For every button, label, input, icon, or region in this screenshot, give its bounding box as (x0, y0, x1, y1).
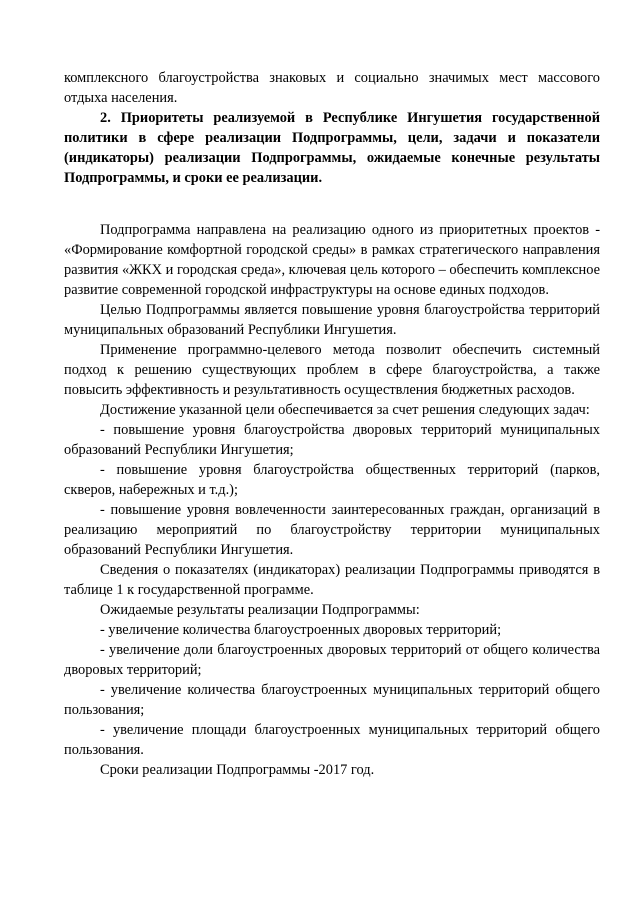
intro-continuation: комплексного благоустройства знаковых и социально значимых мест массового отдыха населения. (64, 70, 600, 106)
list-item-task-involvement: - повышение уровня вовлеченности заинтересованных граждан, организаций в реализацию мероприятий по благоустройству территории муниципальных образований Республики Ингушетия. (64, 502, 600, 558)
list-item-task-yards: - повышение уровня благоустройства дворовых территорий муниципальных образований Республики Ингушетия; (64, 422, 600, 458)
list-item-result-yards-share: - увеличение доли благоустроенных дворовых территорий от общего количества дворовых территорий; (64, 642, 600, 678)
paragraph-tasks-intro: Достижение указанной цели обеспечивается за счет решения следующих задач: (100, 402, 590, 418)
list-item-task-public: - повышение уровня благоустройства общественных территорий (парков, скверов, набережных и т.д.); (64, 462, 600, 498)
document-page (64, 68, 600, 780)
paragraph-method: Применение программно-целевого метода позволит обеспечить системный подход к решению существующих проблем в сфере благоустройства, а также повысить эффективность и результативность осуществления бюджетных расходов. (64, 342, 600, 398)
paragraph-timeline: Сроки реализации Подпрограммы -2017 год. (100, 762, 375, 778)
paragraph-indicators: Сведения о показателях (индикаторах) реализации Подпрограммы приводятся в таблице 1 к государственной программе. (64, 562, 600, 598)
spacer (64, 188, 600, 220)
section-heading: 2. Приоритеты реализуемой в Республике Ингушетия государственной политики в сфере реализации Подпрограммы, цели, задачи и показатели (индикаторы) реализации Подпрограммы, ожидаемые конечные результаты Подпрограммы, и сроки ее реализации. (64, 110, 600, 186)
list-item-result-public-count: - увеличение количества благоустроенных муниципальных территорий общего пользования; (64, 682, 600, 718)
list-item-result-yards-count: - увеличение количества благоустроенных дворовых территорий; (100, 622, 502, 638)
list-item-result-public-area: - увеличение площади благоустроенных муниципальных территорий общего пользования. (64, 722, 600, 758)
paragraph-results-intro: Ожидаемые результаты реализации Подпрограммы: (100, 602, 420, 618)
paragraph-subprogram-direction: Подпрограмма направлена на реализацию одного из приоритетных проектов - «Формирование комфортной городской среды» в рамках стратегического направления развития «ЖКХ и городская среда», ключевая цель которого – обеспечить комплексное развитие современной городской инфраструктуры на основе единых подходов. (64, 222, 600, 298)
paragraph-goal: Целью Подпрограммы является повышение уровня благоустройства территорий муниципальных образований Республики Ингушетия. (64, 302, 600, 338)
